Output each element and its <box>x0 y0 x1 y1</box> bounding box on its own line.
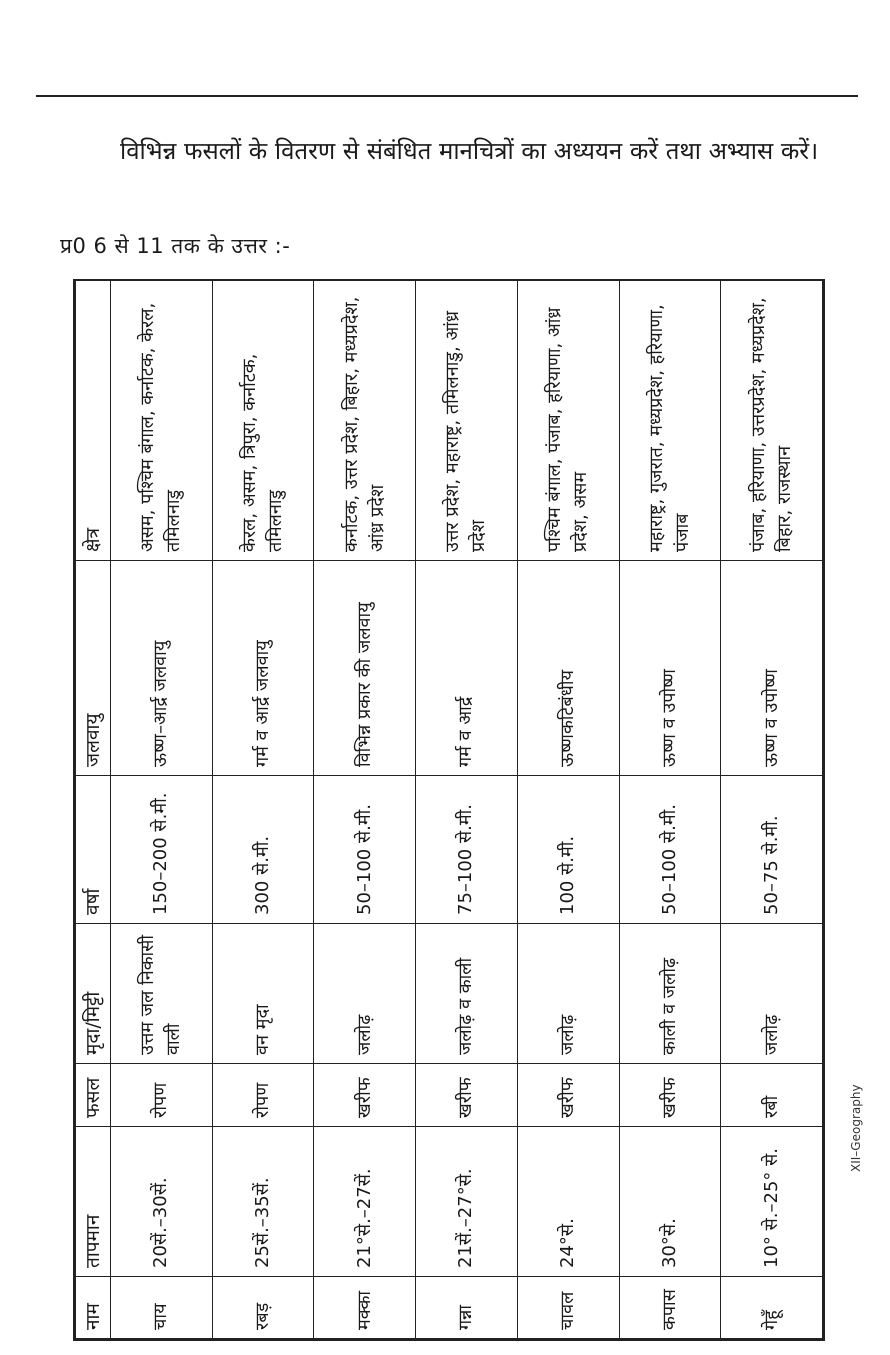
crop-table-frame <box>73 279 825 1341</box>
cell-temperature: 25सें.–35सें. <box>212 1127 314 1277</box>
header-region: क्षेत्र <box>76 281 111 561</box>
cell-region: उत्तर प्रदेश, महाराष्ट्र, तमिलनाडु, आंध्र प्रदेश <box>416 281 518 561</box>
table-row <box>111 281 213 1339</box>
table-row <box>721 281 823 1339</box>
table-row <box>212 281 314 1339</box>
cell-rainfall: 75–100 से.मी. <box>416 776 518 924</box>
cell-soil: जलोढ़ व काली <box>416 924 518 1064</box>
header-name: नाम <box>76 1277 111 1339</box>
cell-soil: उत्तम जल निकासी वाली <box>111 924 213 1064</box>
cell-season: रोपण <box>111 1064 213 1127</box>
cell-soil: वन मृदा <box>212 924 314 1064</box>
cell-rainfall: 50–100 से.मी. <box>314 776 416 924</box>
cell-region: महाराष्ट्र, गुजरात, मध्यप्रदेश, हरियाणा, पंजाब <box>619 281 721 561</box>
cell-climate: गर्म व आर्द्र <box>416 561 518 776</box>
cell-name: कपास <box>619 1277 721 1339</box>
top-rule <box>36 95 858 97</box>
cell-temperature: 20सें.–30सें. <box>111 1127 213 1277</box>
table-row <box>416 281 518 1339</box>
cell-region: पश्चिम बंगाल, पंजाब, हरियाणा, आंध्र प्रदेश, असम <box>517 281 619 561</box>
cell-name: गेहूँ <box>721 1277 823 1339</box>
cell-temperature: 24°से. <box>517 1127 619 1277</box>
cell-climate: ऊष्ण व उपोष्ण <box>619 561 721 776</box>
cell-season: खरीफ <box>314 1064 416 1127</box>
header-rainfall: वर्षा <box>76 776 111 924</box>
cell-rainfall: 50–75 से.मी. <box>721 776 823 924</box>
cell-soil: जलोढ़ <box>517 924 619 1064</box>
cell-season: खरीफ <box>619 1064 721 1127</box>
table-row <box>314 281 416 1339</box>
cell-soil: जलोढ़ <box>721 924 823 1064</box>
cell-name: मक्का <box>314 1277 416 1339</box>
cell-climate: ऊष्ण–आर्द्र जलवायु <box>111 561 213 776</box>
rotated-table-wrapper <box>75 281 823 1339</box>
cell-rainfall: 100 से.मी. <box>517 776 619 924</box>
cell-season: रोपण <box>212 1064 314 1127</box>
header-soil: मृदा/मिट्टी <box>76 924 111 1064</box>
cell-temperature: 21°से.–27सें. <box>314 1127 416 1277</box>
header-temperature: तापमान <box>76 1127 111 1277</box>
cell-rainfall: 50–100 से.मी. <box>619 776 721 924</box>
footer-code: XII–Geography <box>849 1084 863 1172</box>
cell-region: पंजाब, हरियाणा, उत्तरप्रदेश, मध्यप्रदेश, बिहार, राजस्थान <box>721 281 823 561</box>
cell-climate: विभिन्न प्रकार की जलवायु <box>314 561 416 776</box>
cell-season: रबी <box>721 1064 823 1127</box>
cell-name: चावल <box>517 1277 619 1339</box>
cell-name: रबड़ <box>212 1277 314 1339</box>
cell-region: केरल, असम, त्रिपुरा, कर्नाटक, तमिलनाडु <box>212 281 314 561</box>
table-header-row <box>76 281 111 1339</box>
cell-soil: काली व जलोढ़ <box>619 924 721 1064</box>
cell-temperature: 21सें.–27°से. <box>416 1127 518 1277</box>
cell-season: खरीफ <box>517 1064 619 1127</box>
table-row <box>619 281 721 1339</box>
crop-distribution-table <box>75 280 823 1339</box>
cell-soil: जलोढ़ <box>314 924 416 1064</box>
cell-temperature: 30°से. <box>619 1127 721 1277</box>
table-row <box>517 281 619 1339</box>
question-heading: प्र0 6 से 11 तक के उत्तर :- <box>60 234 291 258</box>
cell-region: असम, पश्चिम बंगाल, कर्नाटक, केरल, तमिलनाडु <box>111 281 213 561</box>
cell-rainfall: 150–200 से.मी. <box>111 776 213 924</box>
cell-rainfall: 300 से.मी. <box>212 776 314 924</box>
cell-region: कर्नाटक, उत्तर प्रदेश, बिहार, मध्यप्रदेश, आंध्र प्रदेश <box>314 281 416 561</box>
header-climate: जलवायु <box>76 561 111 776</box>
cell-temperature: 10° से.–25° से. <box>721 1127 823 1277</box>
header-season: फसल <box>76 1064 111 1127</box>
cell-name: गन्ना <box>416 1277 518 1339</box>
cell-climate: गर्म व आर्द्र जलवायु <box>212 561 314 776</box>
cell-name: चाय <box>111 1277 213 1339</box>
cell-climate: ऊष्ण व उपोष्ण <box>721 561 823 776</box>
cell-climate: ऊष्णकटिबंधीय <box>517 561 619 776</box>
intro-paragraph: विभिन्न फसलों के वितरण से संबंधित मानचित्रों का अध्ययन करें तथा अभ्यास करें। <box>120 137 819 165</box>
cell-season: खरीफ <box>416 1064 518 1127</box>
